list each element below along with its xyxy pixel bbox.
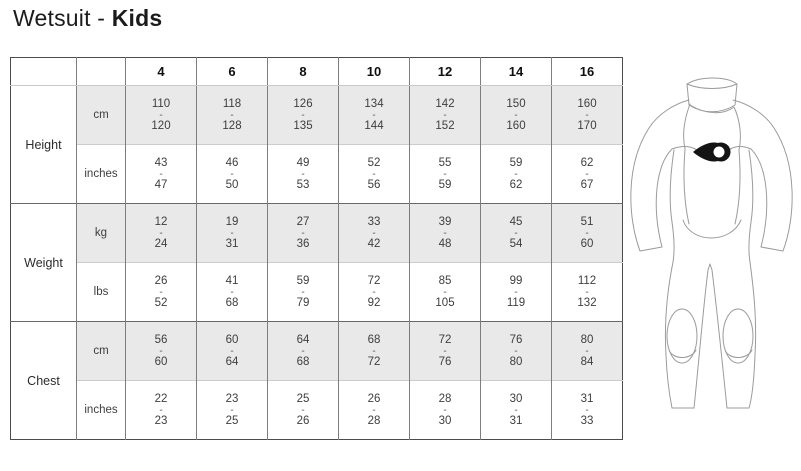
wetsuit-left-arm-outer — [631, 100, 689, 251]
range-min: 51 — [580, 215, 594, 228]
range-min: 26 — [367, 392, 381, 405]
range-max: 42 — [367, 237, 381, 250]
range-separator: - — [443, 345, 447, 357]
range-max: 23 — [154, 414, 168, 427]
range-min: 64 — [296, 333, 310, 346]
range-min: 62 — [580, 156, 594, 169]
range-separator: - — [230, 227, 234, 239]
range-min: 72 — [438, 333, 452, 346]
range-separator: - — [230, 286, 234, 298]
range-min: 28 — [438, 392, 452, 405]
range-min: 12 — [154, 215, 168, 228]
range-cell — [552, 145, 623, 204]
range-min: 55 — [438, 156, 452, 169]
range-separator: - — [372, 286, 376, 298]
range-min: 160 — [577, 97, 597, 110]
range-cell — [339, 381, 410, 440]
range-min: 59 — [296, 274, 310, 287]
wetsuit-right-wrist — [761, 247, 783, 251]
range-max: 144 — [364, 119, 384, 132]
range-min: 126 — [293, 97, 313, 110]
range-cell — [410, 263, 481, 322]
range-separator: - — [301, 109, 305, 121]
range-min: 22 — [154, 392, 168, 405]
range-max: 53 — [296, 178, 310, 191]
range-max: 33 — [580, 414, 594, 427]
range-cell — [197, 381, 268, 440]
range-max: 128 — [222, 119, 242, 132]
range-max: 79 — [296, 296, 310, 309]
range-cell — [552, 263, 623, 322]
wetsuit-right-arm-outer — [733, 100, 792, 251]
range-cell — [197, 263, 268, 322]
range-separator: - — [514, 286, 518, 298]
size-chart-row-chest-inches — [11, 381, 623, 440]
range-min: 118 — [222, 97, 242, 110]
range-separator: - — [372, 109, 376, 121]
range-max: 28 — [367, 414, 381, 427]
range-cell — [481, 263, 552, 322]
range-min: 72 — [367, 274, 381, 287]
unit-label: kg — [77, 204, 126, 263]
range-cell — [339, 204, 410, 263]
size-chart-row-height-cm — [11, 86, 623, 145]
range-max: 54 — [509, 237, 523, 250]
range-max: 64 — [225, 355, 239, 368]
range-max: 170 — [577, 119, 597, 132]
range-cell — [410, 86, 481, 145]
wetsuit-left-arm-inner — [656, 149, 672, 247]
range-separator: - — [585, 109, 589, 121]
range-separator: - — [301, 345, 305, 357]
range-cell — [197, 145, 268, 204]
range-separator: - — [585, 227, 589, 239]
size-chart-table — [10, 57, 623, 440]
range-min: 99 — [509, 274, 523, 287]
unit-label: inches — [77, 145, 126, 204]
range-cell — [552, 204, 623, 263]
page-title — [13, 5, 162, 32]
range-max: 84 — [580, 355, 594, 368]
range-cell — [126, 381, 197, 440]
wetsuit-collar-dip — [687, 84, 737, 89]
unit-label: lbs — [77, 263, 126, 322]
wetsuit-crotch — [708, 264, 712, 270]
range-cell — [339, 86, 410, 145]
range-max: 160 — [506, 119, 526, 132]
range-max: 24 — [154, 237, 168, 250]
range-min: 110 — [151, 97, 171, 110]
range-cell — [481, 322, 552, 381]
range-cell — [268, 145, 339, 204]
range-max: 31 — [225, 237, 239, 250]
range-min: 41 — [225, 274, 239, 287]
range-cell — [339, 322, 410, 381]
range-cell — [410, 145, 481, 204]
range-separator: - — [159, 345, 163, 357]
range-separator: - — [443, 109, 447, 121]
range-min: 26 — [154, 274, 168, 287]
range-min: 68 — [367, 333, 381, 346]
wetsuit-waist-seam — [683, 220, 741, 238]
range-cell — [197, 322, 268, 381]
range-max: 59 — [438, 178, 452, 191]
range-max: 68 — [225, 296, 239, 309]
range-max: 48 — [438, 237, 452, 250]
range-max: 76 — [438, 355, 452, 368]
range-max: 56 — [367, 178, 381, 191]
wetsuit-right-arm-inner — [751, 149, 767, 247]
range-min: 150 — [506, 97, 526, 110]
range-separator: - — [159, 168, 163, 180]
size-chart-row-weight-kg — [11, 204, 623, 263]
range-cell — [410, 381, 481, 440]
unit-label: cm — [77, 86, 126, 145]
range-min: 43 — [154, 156, 168, 169]
kids-wetsuit-front-drawing — [627, 60, 799, 416]
range-max: 80 — [509, 355, 523, 368]
range-separator: - — [514, 109, 518, 121]
wetsuit-torso-left — [670, 150, 674, 262]
range-separator: - — [159, 286, 163, 298]
range-separator: - — [443, 168, 447, 180]
range-separator: - — [372, 404, 376, 416]
wetsuit-right-leg-outer — [749, 262, 756, 408]
range-cell — [268, 322, 339, 381]
range-min: 112 — [577, 274, 597, 287]
range-cell — [339, 263, 410, 322]
range-max: 50 — [225, 178, 239, 191]
size-header-row — [11, 58, 623, 86]
range-cell — [481, 86, 552, 145]
range-min: 25 — [296, 392, 310, 405]
range-min: 30 — [509, 392, 523, 405]
range-min: 27 — [296, 215, 310, 228]
range-cell — [126, 145, 197, 204]
corner-cell-unit — [77, 58, 126, 86]
range-separator: - — [585, 168, 589, 180]
range-cell — [268, 86, 339, 145]
range-cell — [339, 145, 410, 204]
page-title-category: Kids — [111, 5, 163, 31]
range-separator: - — [585, 345, 589, 357]
range-min: 56 — [154, 333, 168, 346]
range-min: 46 — [225, 156, 239, 169]
size-chart-row-chest-cm — [11, 322, 623, 381]
range-cell — [481, 145, 552, 204]
wetsuit-side-seam-left — [684, 149, 689, 224]
size-col-header-12: 12 — [410, 58, 481, 86]
wetsuit-illustration — [627, 60, 799, 416]
range-separator: - — [159, 227, 163, 239]
wetsuit-left-wrist — [640, 247, 662, 251]
wetsuit-torso-right — [749, 150, 753, 262]
range-max: 60 — [154, 355, 168, 368]
range-min: 60 — [225, 333, 239, 346]
range-cell — [268, 204, 339, 263]
range-cell — [197, 204, 268, 263]
size-chart-body — [11, 86, 623, 440]
measure-group-label: Height — [11, 86, 77, 204]
comet-brand-logo-dot — [714, 147, 725, 158]
page-title-prefix: Wetsuit - — [13, 5, 112, 31]
range-cell — [126, 263, 197, 322]
range-min: 142 — [435, 97, 455, 110]
range-max: 31 — [509, 414, 523, 427]
range-separator: - — [443, 286, 447, 298]
range-cell — [481, 204, 552, 263]
range-separator: - — [443, 404, 447, 416]
wetsuit-collar — [687, 78, 737, 112]
wetsuit-left-leg-inner — [694, 270, 708, 408]
range-min: 31 — [580, 392, 594, 405]
measure-group-label: Weight — [11, 204, 77, 322]
range-separator: - — [301, 286, 305, 298]
range-max: 67 — [580, 178, 594, 191]
range-separator: - — [372, 227, 376, 239]
range-max: 36 — [296, 237, 310, 250]
range-min: 59 — [509, 156, 523, 169]
range-max: 72 — [367, 355, 381, 368]
range-separator: - — [159, 404, 163, 416]
wetsuit-side-seam-right — [735, 150, 740, 224]
range-max: 52 — [154, 296, 168, 309]
size-chart-head — [11, 58, 623, 86]
range-max: 119 — [506, 296, 526, 309]
wetsuit-left-chest-seam — [684, 104, 690, 149]
range-max: 135 — [293, 119, 313, 132]
range-max: 92 — [367, 296, 381, 309]
range-cell — [268, 381, 339, 440]
size-col-header-14: 14 — [481, 58, 552, 86]
size-col-header-4: 4 — [126, 58, 197, 86]
range-max: 105 — [435, 296, 455, 309]
unit-label: cm — [77, 322, 126, 381]
range-cell — [552, 322, 623, 381]
wetsuit-right-leg-inner — [712, 270, 727, 408]
range-cell — [410, 204, 481, 263]
size-chart-row-weight-lbs — [11, 263, 623, 322]
range-max: 120 — [151, 119, 171, 132]
range-min: 134 — [364, 97, 384, 110]
range-max: 60 — [580, 237, 594, 250]
range-cell — [126, 322, 197, 381]
size-col-header-16: 16 — [552, 58, 623, 86]
range-cell — [268, 263, 339, 322]
range-separator: - — [514, 404, 518, 416]
range-max: 152 — [435, 119, 455, 132]
range-separator: - — [159, 109, 163, 121]
range-separator: - — [230, 109, 234, 121]
range-cell — [126, 86, 197, 145]
measure-group-label: Chest — [11, 322, 77, 440]
corner-cell-measure — [11, 58, 77, 86]
range-cell — [410, 322, 481, 381]
range-max: 62 — [509, 178, 523, 191]
size-chart-row-height-inches — [11, 145, 623, 204]
range-separator: - — [301, 168, 305, 180]
range-separator: - — [230, 404, 234, 416]
range-max: 47 — [154, 178, 168, 191]
range-separator: - — [372, 168, 376, 180]
range-separator: - — [443, 227, 447, 239]
size-col-header-8: 8 — [268, 58, 339, 86]
range-max: 68 — [296, 355, 310, 368]
range-max: 25 — [225, 414, 239, 427]
range-min: 45 — [509, 215, 523, 228]
range-separator: - — [514, 345, 518, 357]
range-min: 76 — [509, 333, 523, 346]
range-cell — [197, 86, 268, 145]
range-separator: - — [230, 345, 234, 357]
range-min: 23 — [225, 392, 239, 405]
range-min: 52 — [367, 156, 381, 169]
range-min: 33 — [367, 215, 381, 228]
unit-label: inches — [77, 381, 126, 440]
range-max: 26 — [296, 414, 310, 427]
comet-brand-logo-icon — [693, 142, 731, 161]
range-max: 132 — [577, 296, 597, 309]
size-col-header-6: 6 — [197, 58, 268, 86]
range-cell — [126, 204, 197, 263]
range-separator: - — [585, 404, 589, 416]
range-cell — [481, 381, 552, 440]
range-min: 49 — [296, 156, 310, 169]
range-separator: - — [301, 227, 305, 239]
range-max: 30 — [438, 414, 452, 427]
range-min: 85 — [438, 274, 452, 287]
size-col-header-10: 10 — [339, 58, 410, 86]
range-cell — [552, 86, 623, 145]
range-min: 39 — [438, 215, 452, 228]
range-cell — [552, 381, 623, 440]
range-separator: - — [514, 227, 518, 239]
range-min: 19 — [225, 215, 239, 228]
range-separator: - — [230, 168, 234, 180]
range-separator: - — [514, 168, 518, 180]
range-separator: - — [301, 404, 305, 416]
range-separator: - — [585, 286, 589, 298]
range-min: 80 — [580, 333, 594, 346]
range-separator: - — [372, 345, 376, 357]
